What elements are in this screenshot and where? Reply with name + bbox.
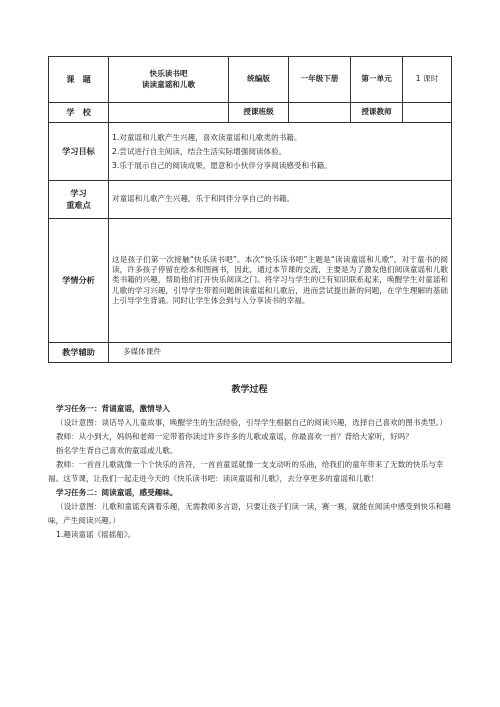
lesson-info-table <box>48 56 452 363</box>
task2-item-1: 1.趣读童谣《摇摇船》。 <box>56 530 136 539</box>
school-value <box>109 103 229 123</box>
edition-cell: 统编版 <box>229 57 289 103</box>
goals-list <box>109 123 452 181</box>
analysis-label: 学情分析 <box>49 219 109 343</box>
grade-cell: 一年级下册 <box>289 57 351 103</box>
task1-student-activity: 指名学生背自己喜欢的童谣或儿歌。 <box>56 446 178 455</box>
key-points-text: 对童谣和儿歌产生兴趣，乐于和同伴分享自己的书籍。 <box>109 181 452 219</box>
class-value <box>289 103 351 123</box>
aids-row <box>49 343 452 363</box>
analysis-row <box>49 219 452 343</box>
goal-item: 2.尝试进行自主阅读，结合生活实际增强阅读体验。 <box>112 146 287 156</box>
teacher-label: 授课教师 <box>351 103 403 123</box>
task1-heading: 学习任务一：背诵童谣，激情导入 <box>56 404 170 413</box>
school-row <box>49 103 452 123</box>
key-points-row <box>49 181 452 219</box>
hours-cell: 1 课时 <box>403 57 452 103</box>
lesson-title-line2: 读读童谣和儿歌 <box>141 79 196 89</box>
key-points-label <box>49 181 109 219</box>
teacher-value <box>403 103 452 123</box>
goal-item: 3.乐于展示自己的阅读成果，愿意和小伙伴分享阅读感受和书籍。 <box>112 160 332 170</box>
task1-teacher-prompt: 教师：从小到大，妈妈和老师一定带着你读过许多许多的儿歌或童谣，你最喜欢一首？背给大家听，好吗？ <box>56 432 413 441</box>
task1-design-note: （设计意图：谈话导入儿童故事，唤醒学生的生活经验，引导学生根据自己的阅读兴趣，选择自己喜欢的图书类型。） <box>56 418 448 427</box>
key-points-label-line1: 学习 <box>70 188 87 199</box>
task2-heading: 学习任务二：阅读童谣，感受趣味。 <box>56 488 178 497</box>
goals-label: 学习目标 <box>49 123 109 181</box>
unit-cell: 第一单元 <box>351 57 403 103</box>
key-points-label-line2: 重难点 <box>66 199 91 210</box>
class-label: 授课班级 <box>229 103 289 123</box>
process-title: 教学过程 <box>231 385 268 395</box>
process-content <box>48 402 451 542</box>
lesson-title <box>109 57 229 103</box>
school-label: 学 校 <box>49 103 109 123</box>
aids-text: 多媒体课件 <box>109 343 452 363</box>
aids-label: 教学辅助 <box>49 343 109 363</box>
goals-row <box>49 123 452 181</box>
goal-item: 1.对童谣和儿歌产生兴趣，喜欢读童谣和儿歌类的书籍。 <box>112 132 302 142</box>
task2-design-note: （设计意图：儿歌和童谣充满着乐趣，无需教师多言语，只要让孩子们读一读，赛一赛，就能在阅读中感受到快乐和趣味，产生阅读兴趣。） <box>48 502 451 525</box>
title-row <box>49 57 452 103</box>
lesson-title-line1: 快乐读书吧 <box>149 69 188 79</box>
analysis-text: 这是孩子们第一次接触“快乐读书吧”。本次“快乐读书吧”主题是“读读童谣和儿歌”。对于童书的阅读，许多孩子停留在绘本和图画书，因此，通过本节课的交流，主要是为了激发他们阅读童谣和儿歌类书籍的兴趣，帮助他们打开快乐阅读之门。将学习与学生的已有知识联系起来，唤醒学生对童谣和儿歌的学习兴趣，引导学生带着问题朗读童谣和儿歌后，进而尝试提出新的问题，在学生理解的基础上引导学生背诵。同时让学生体会到与人分享读书的幸福。 <box>109 219 452 343</box>
subject-label: 课 题 <box>49 57 109 103</box>
task1-teacher-intro: 教师：一首首儿歌就像一个个快乐的音符，一首首童谣就像一支支动听的乐曲，给我们的童年带来了无数的快乐与幸福。这节课，让我们一起走进今天的《快乐读书吧：读读童谣和儿歌》，去分享更多的童谣和儿歌！ <box>48 460 444 483</box>
